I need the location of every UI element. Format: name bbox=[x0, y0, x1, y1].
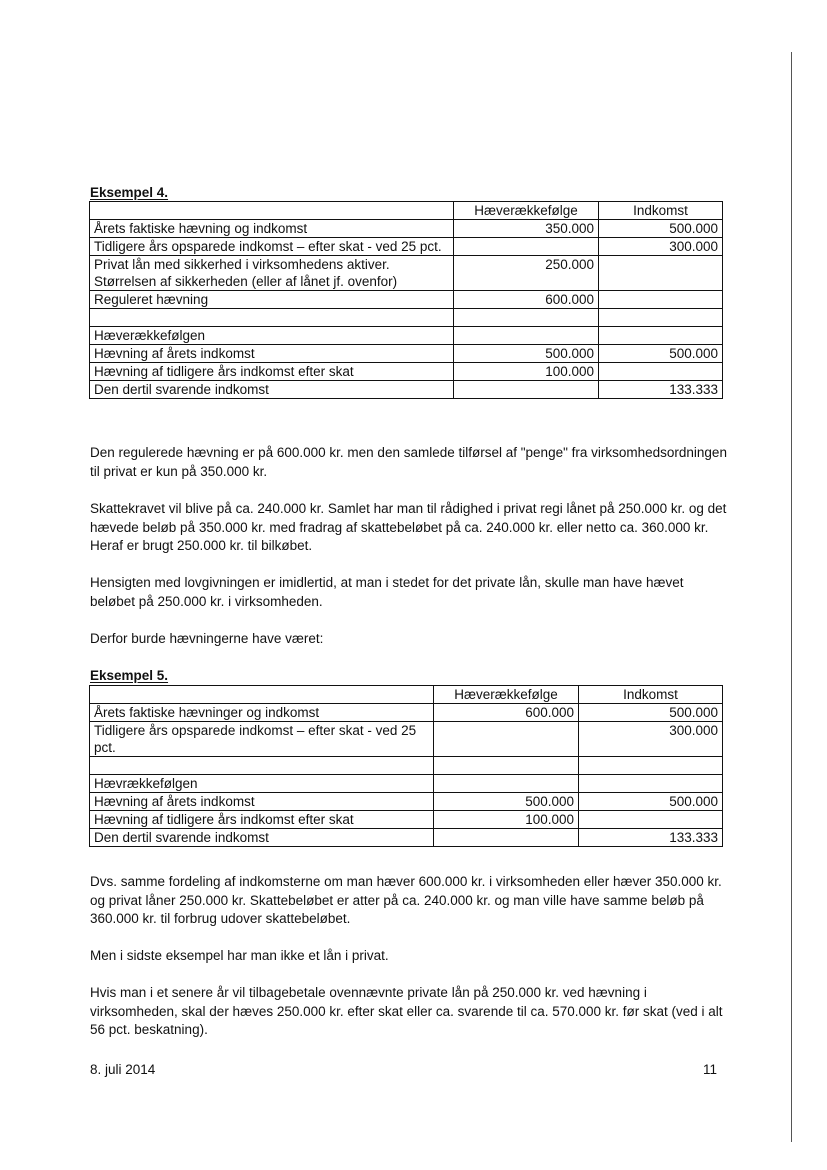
cell-value: 300.000 bbox=[599, 238, 723, 256]
cell-value bbox=[599, 327, 723, 345]
paragraph: Skattekravet vil blive på ca. 240.000 kr. Samlet har man til rådighed i privat regi lånet på 250.000 kr. og det hævede beløb på 350.000 kr. med fradrag af skattebeløbet på ca. 240.000 kr. eller netto ca. 360.000 kr. Heraf er brugt 250.000 kr. til bilkøbet. bbox=[90, 501, 727, 553]
cell-value bbox=[579, 775, 723, 793]
example5-table bbox=[89, 685, 723, 847]
table-row bbox=[90, 381, 723, 399]
paragraph: Derfor burde hævningerne have været: bbox=[90, 631, 324, 646]
cell-value bbox=[454, 309, 599, 327]
cell-value: 600.000 bbox=[454, 291, 599, 309]
table-row bbox=[90, 327, 723, 345]
example5-heading: Eksempel 5. bbox=[90, 668, 169, 683]
row-label: Årets faktiske hævninger og indkomst bbox=[90, 704, 434, 722]
header-cell: Indkomst bbox=[579, 686, 723, 704]
cell-value: 133.333 bbox=[599, 381, 723, 399]
table-row bbox=[90, 363, 723, 381]
example4-table bbox=[89, 201, 723, 399]
row-label bbox=[90, 757, 434, 775]
cell-value bbox=[599, 256, 723, 291]
table-row bbox=[90, 256, 723, 291]
table-row bbox=[90, 811, 723, 829]
header-cell: Hæverækkefølge bbox=[434, 686, 579, 704]
page-number: 11 bbox=[703, 1062, 718, 1077]
row-label: Den dertil svarende indkomst bbox=[90, 829, 434, 847]
table-row bbox=[90, 238, 723, 256]
table-row bbox=[90, 793, 723, 811]
row-label: Privat lån med sikkerhed i virksomhedens aktiver. Størrelsen af sikkerheden (eller af lånet jf. ovenfor) bbox=[90, 256, 454, 291]
table-row bbox=[90, 722, 723, 757]
paragraph: Men i sidste eksempel har man ikke et lån i privat. bbox=[90, 948, 389, 963]
example4-heading: Eksempel 4. bbox=[90, 185, 169, 200]
table-row bbox=[90, 220, 723, 238]
row-label: Hævning af årets indkomst bbox=[90, 793, 434, 811]
header-cell: Hæverækkefølge bbox=[454, 202, 599, 220]
table-row bbox=[90, 345, 723, 363]
cell-value: 500.000 bbox=[599, 345, 723, 363]
cell-value: 300.000 bbox=[579, 722, 723, 757]
cell-value: 500.000 bbox=[434, 793, 579, 811]
row-label: Hævning af tidligere års indkomst efter skat bbox=[90, 811, 434, 829]
cell-value: 600.000 bbox=[434, 704, 579, 722]
table-row bbox=[90, 309, 723, 327]
row-label: Tidligere års opsparede indkomst – efter skat - ved 25 pct. bbox=[90, 722, 434, 757]
paragraph: Dvs. samme fordeling af indkomsterne om man hæver 600.000 kr. i virksomheden eller hæver 350.000 kr. og privat låner 250.000 kr. Skattebeløbet er atter på ca. 240.000 kr. og man ville have samme beløb på 360.000 kr. til forbrug udover skattebeløbet. bbox=[90, 874, 722, 926]
table-header-row bbox=[90, 686, 723, 704]
cell-value bbox=[434, 829, 579, 847]
cell-value: 133.333 bbox=[579, 829, 723, 847]
row-label: Årets faktiske hævning og indkomst bbox=[90, 220, 454, 238]
cell-value: 500.000 bbox=[599, 220, 723, 238]
cell-value bbox=[579, 811, 723, 829]
footer-date: 8. juli 2014 bbox=[90, 1062, 156, 1077]
header-cell bbox=[90, 202, 454, 220]
row-label: Reguleret hævning bbox=[90, 291, 454, 309]
row-label: Tidligere års opsparede indkomst – efter skat - ved 25 pct. bbox=[90, 238, 454, 256]
cell-value bbox=[599, 363, 723, 381]
row-label: Hæverækkefølgen bbox=[90, 327, 454, 345]
cell-value: 500.000 bbox=[454, 345, 599, 363]
table-row bbox=[90, 291, 723, 309]
cell-value bbox=[579, 757, 723, 775]
cell-value bbox=[434, 757, 579, 775]
cell-value: 350.000 bbox=[454, 220, 599, 238]
cell-value bbox=[434, 722, 579, 757]
cell-value: 500.000 bbox=[579, 793, 723, 811]
cell-value bbox=[454, 381, 599, 399]
cell-value bbox=[454, 238, 599, 256]
cell-value: 250.000 bbox=[454, 256, 599, 291]
cell-value: 100.000 bbox=[454, 363, 599, 381]
paragraph: Hvis man i et senere år vil tilbagebetale ovennævnte private lån på 250.000 kr. ved hævning i virksomheden, skal der hæves 250.000 kr. efter skat eller ca. svarende til ca. 570.000 kr. før skat (ved i alt 56 pct. beskatning). bbox=[90, 985, 723, 1037]
cell-value bbox=[434, 775, 579, 793]
row-label: Hævning af tidligere års indkomst efter skat bbox=[90, 363, 454, 381]
table-row bbox=[90, 829, 723, 847]
paragraph: Hensigten med lovgivningen er imidlertid, at man i stedet for det private lån, skulle man have hævet beløbet på 250.000 kr. i virksomheden. bbox=[90, 575, 684, 609]
table-row bbox=[90, 775, 723, 793]
row-label: Den dertil svarende indkomst bbox=[90, 381, 454, 399]
header-cell: Indkomst bbox=[599, 202, 723, 220]
table-header-row bbox=[90, 202, 723, 220]
row-label: Hævning af årets indkomst bbox=[90, 345, 454, 363]
page-edge-line bbox=[791, 52, 792, 1142]
cell-value: 100.000 bbox=[434, 811, 579, 829]
table-row bbox=[90, 757, 723, 775]
cell-value: 500.000 bbox=[579, 704, 723, 722]
cell-value bbox=[454, 327, 599, 345]
header-cell bbox=[90, 686, 434, 704]
row-label bbox=[90, 309, 454, 327]
cell-value bbox=[599, 309, 723, 327]
table-row bbox=[90, 704, 723, 722]
row-label: Hævrækkefølgen bbox=[90, 775, 434, 793]
cell-value bbox=[599, 291, 723, 309]
paragraph: Den regulerede hævning er på 600.000 kr. men den samlede tilførsel af "penge" fra virksomhedsordningen til privat er kun på 350.000 kr. bbox=[90, 445, 727, 479]
